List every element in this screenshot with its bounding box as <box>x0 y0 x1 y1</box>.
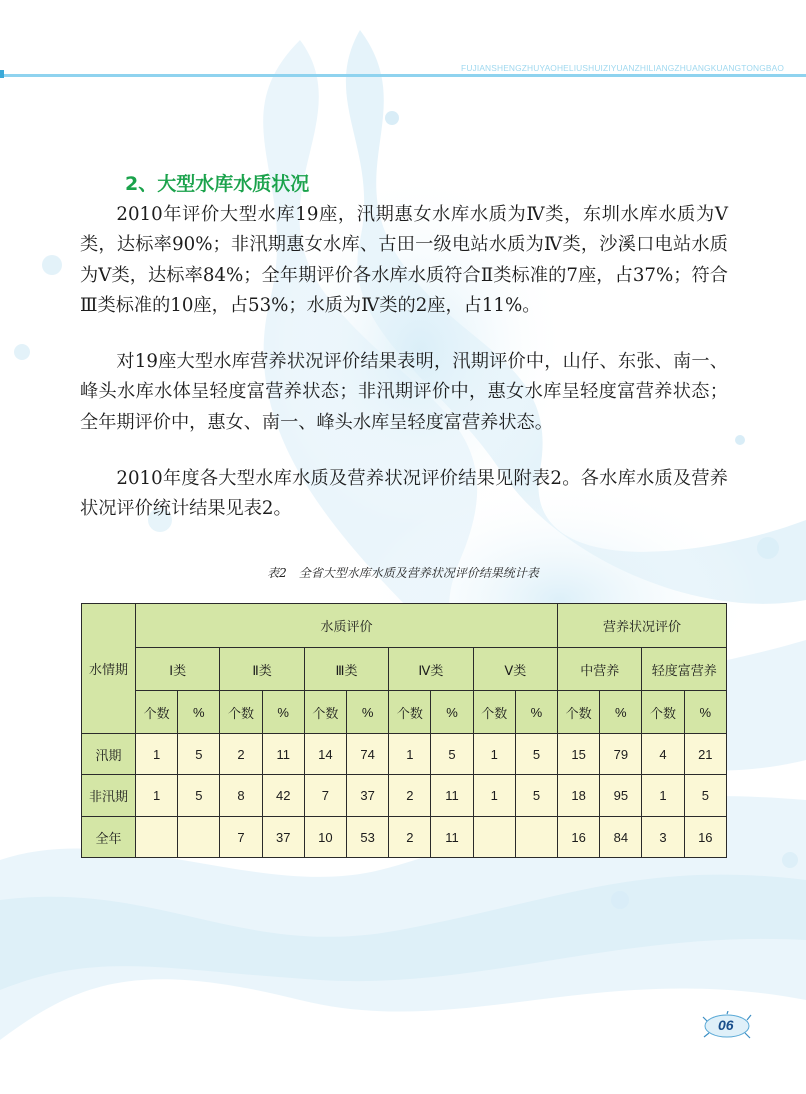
category-header: Ⅳ类 <box>389 648 473 691</box>
table-cell: 95 <box>600 775 642 817</box>
sub-header-count: 个数 <box>304 691 346 734</box>
table-cell: 5 <box>515 775 557 817</box>
table-cell: 53 <box>347 817 389 858</box>
paragraph-reference: 2010年度各大型水库水质及营养状况评价结果见附表2。各水库水质及营养状况评价统计结果见表2。 <box>80 468 728 520</box>
table-cell: 1 <box>473 734 515 775</box>
table-cell: 5 <box>515 734 557 775</box>
category-header: Ⅱ类 <box>220 648 304 691</box>
table-cell: 11 <box>431 775 473 817</box>
table-cell: 37 <box>347 775 389 817</box>
table-cell: 21 <box>684 734 726 775</box>
table-row <box>82 817 727 858</box>
table-cell: 2 <box>389 817 431 858</box>
sub-header-count: 个数 <box>558 691 600 734</box>
table-cell <box>473 817 515 858</box>
sub-header-pct: % <box>600 691 642 734</box>
table-cell: 7 <box>220 817 262 858</box>
table-row <box>82 775 727 817</box>
table-row <box>82 734 727 775</box>
group-quality: 水质评价 <box>136 604 558 648</box>
header-left-marker <box>0 70 4 78</box>
category-header: Ⅴ类 <box>473 648 557 691</box>
table-cell: 5 <box>431 734 473 775</box>
table-cell <box>136 817 178 858</box>
table-cell: 42 <box>262 775 304 817</box>
table-cell: 18 <box>558 775 600 817</box>
table-cell: 15 <box>558 734 600 775</box>
period-label: 非汛期 <box>82 775 136 817</box>
table-cell: 10 <box>304 817 346 858</box>
category-header: 中营养 <box>558 648 642 691</box>
table-cell: 11 <box>262 734 304 775</box>
sub-header-pct: % <box>431 691 473 734</box>
table-cell: 8 <box>220 775 262 817</box>
sub-header-pct: % <box>347 691 389 734</box>
table-cell: 1 <box>136 734 178 775</box>
row-header-label: 水情期 <box>82 604 136 734</box>
table-cell: 84 <box>600 817 642 858</box>
running-header: FUJIANSHENGZHUYAOHELIUSHUIZIYUANZHILIANGZHUANGKUANGTONGBAO <box>461 63 784 73</box>
table-cell: 1 <box>389 734 431 775</box>
table-cell: 74 <box>347 734 389 775</box>
period-label: 全年 <box>82 817 136 858</box>
table-cell: 5 <box>178 734 220 775</box>
sub-header-pct: % <box>515 691 557 734</box>
table-cell <box>178 817 220 858</box>
table-cell: 1 <box>642 775 684 817</box>
table-cell: 2 <box>389 775 431 817</box>
reservoir-stats-table <box>81 603 727 858</box>
table-cell: 16 <box>684 817 726 858</box>
section-title: 2、大型水库水质状况 <box>125 173 310 195</box>
sub-header-count: 个数 <box>220 691 262 734</box>
page-number: 06 <box>718 1017 734 1033</box>
table-caption: 表2 全省大型水库水质及营养状况评价结果统计表 <box>267 566 539 580</box>
table-cell: 1 <box>136 775 178 817</box>
header-rule <box>0 74 806 77</box>
group-nutrition: 营养状况评价 <box>558 604 727 648</box>
paragraph-quality: 2010年评价大型水库19座，汛期惠女水库水质为Ⅳ类，东圳水库水质为Ⅴ类，达标率90%；非汛期惠女水库、古田一级电站水质为Ⅳ类，沙溪口电站水质为Ⅴ类，达标率84%；全年期评价各水库水质符合Ⅱ类标准的7座，占37%；符合Ⅲ类标准的10座，占53%；水质为Ⅳ类的2座，占11%。 <box>80 204 728 316</box>
period-label: 汛期 <box>82 734 136 775</box>
table-cell: 14 <box>304 734 346 775</box>
table-cell <box>515 817 557 858</box>
table-cell: 5 <box>684 775 726 817</box>
sub-header-count: 个数 <box>473 691 515 734</box>
category-header: Ⅲ类 <box>304 648 388 691</box>
page-number-badge <box>701 1011 753 1041</box>
sub-header-pct: % <box>178 691 220 734</box>
table-cell: 2 <box>220 734 262 775</box>
sub-header-count: 个数 <box>642 691 684 734</box>
paragraph-nutrition: 对19座大型水库营养状况评价结果表明，汛期评价中，山仔、东张、南一、峰头水库水体呈轻度富营养状态；非汛期评价中，惠女水库呈轻度富营养状态；全年期评价中，惠女、南一、峰头水库呈轻度富营养状态。 <box>80 351 728 433</box>
table-cell: 3 <box>642 817 684 858</box>
table-cell: 4 <box>642 734 684 775</box>
table-cell: 1 <box>473 775 515 817</box>
sub-header-count: 个数 <box>389 691 431 734</box>
table-cell: 37 <box>262 817 304 858</box>
category-header: 轻度富营养 <box>642 648 727 691</box>
table-cell: 7 <box>304 775 346 817</box>
category-header: Ⅰ类 <box>136 648 220 691</box>
sub-header-pct: % <box>262 691 304 734</box>
table-cell: 5 <box>178 775 220 817</box>
table-cell: 79 <box>600 734 642 775</box>
sub-header-count: 个数 <box>136 691 178 734</box>
sub-header-pct: % <box>684 691 726 734</box>
table-cell: 16 <box>558 817 600 858</box>
table-cell: 11 <box>431 817 473 858</box>
